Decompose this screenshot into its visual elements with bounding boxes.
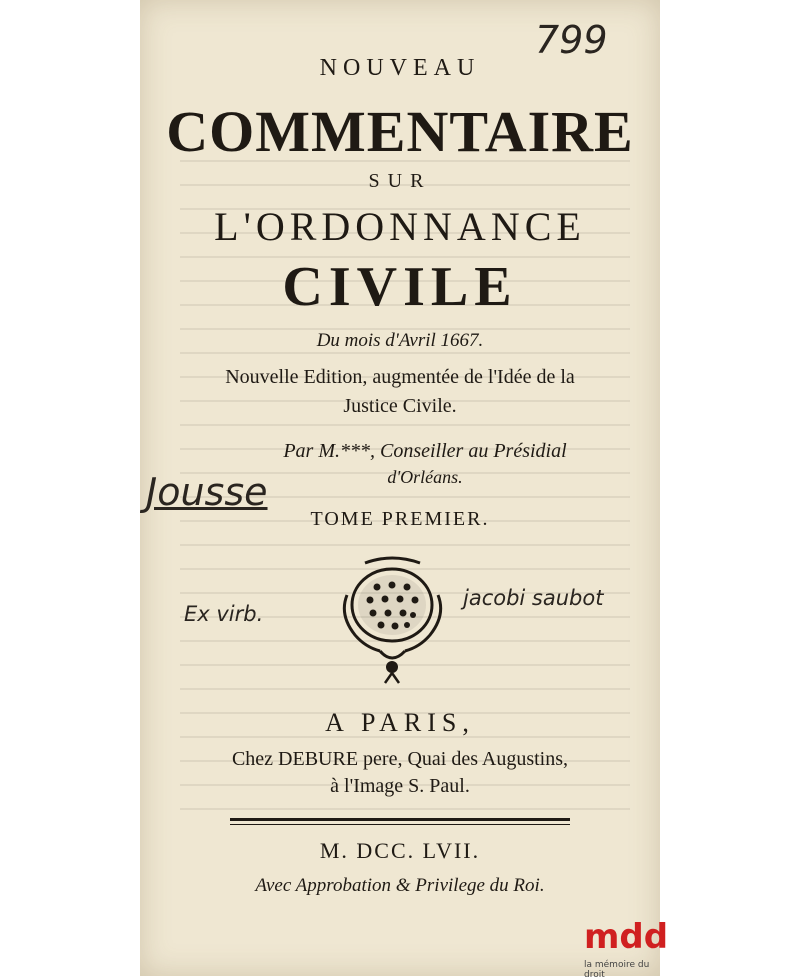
title-commentaire: COMMENTAIRE xyxy=(166,99,634,164)
title-ordonnance: L'ORDONNANCE xyxy=(214,204,586,249)
approbation-line: Avec Approbation & Privilege du Roi. xyxy=(255,875,545,896)
title-sur: SUR xyxy=(368,170,432,192)
imprint-city: A PARIS, xyxy=(325,708,475,737)
handwritten-owner-name: jacobi saubot xyxy=(463,586,604,610)
author-line-2: d'Orléans. xyxy=(387,467,463,487)
double-rule-thin xyxy=(230,824,570,825)
handwritten-ex-libris: Ex virb. xyxy=(184,602,264,626)
fleur-de-lis-ornament xyxy=(335,555,450,685)
double-rule-thick xyxy=(230,818,570,821)
logo-mark: mdd xyxy=(584,917,669,957)
author-line: Par M.***, Conseiller au Présidial xyxy=(283,440,567,462)
date-line: Du mois d'Avril 1667. xyxy=(316,330,484,351)
handwritten-author-name: Jousse xyxy=(146,470,268,514)
book-title-page xyxy=(140,0,660,976)
volume-label: TOME PREMIER. xyxy=(310,508,490,530)
edition-line-2: Justice Civile. xyxy=(343,395,457,417)
edition-line-1: Nouvelle Edition, augmentée de l'Idée de la xyxy=(225,366,575,388)
mdd-logo xyxy=(584,917,670,980)
publication-year: M. DCC. LVII. xyxy=(319,838,481,863)
title-nouveau: NOUVEAU xyxy=(319,55,481,81)
logo-tagline: la mémoire du droit xyxy=(584,960,650,980)
imprint-publisher: Chez DEBURE pere, Quai des Augustins, xyxy=(231,748,569,770)
title-civile: CIVILE xyxy=(282,256,518,318)
handwritten-number: 799 xyxy=(535,18,608,62)
imprint-sign: à l'Image S. Paul. xyxy=(330,775,470,797)
